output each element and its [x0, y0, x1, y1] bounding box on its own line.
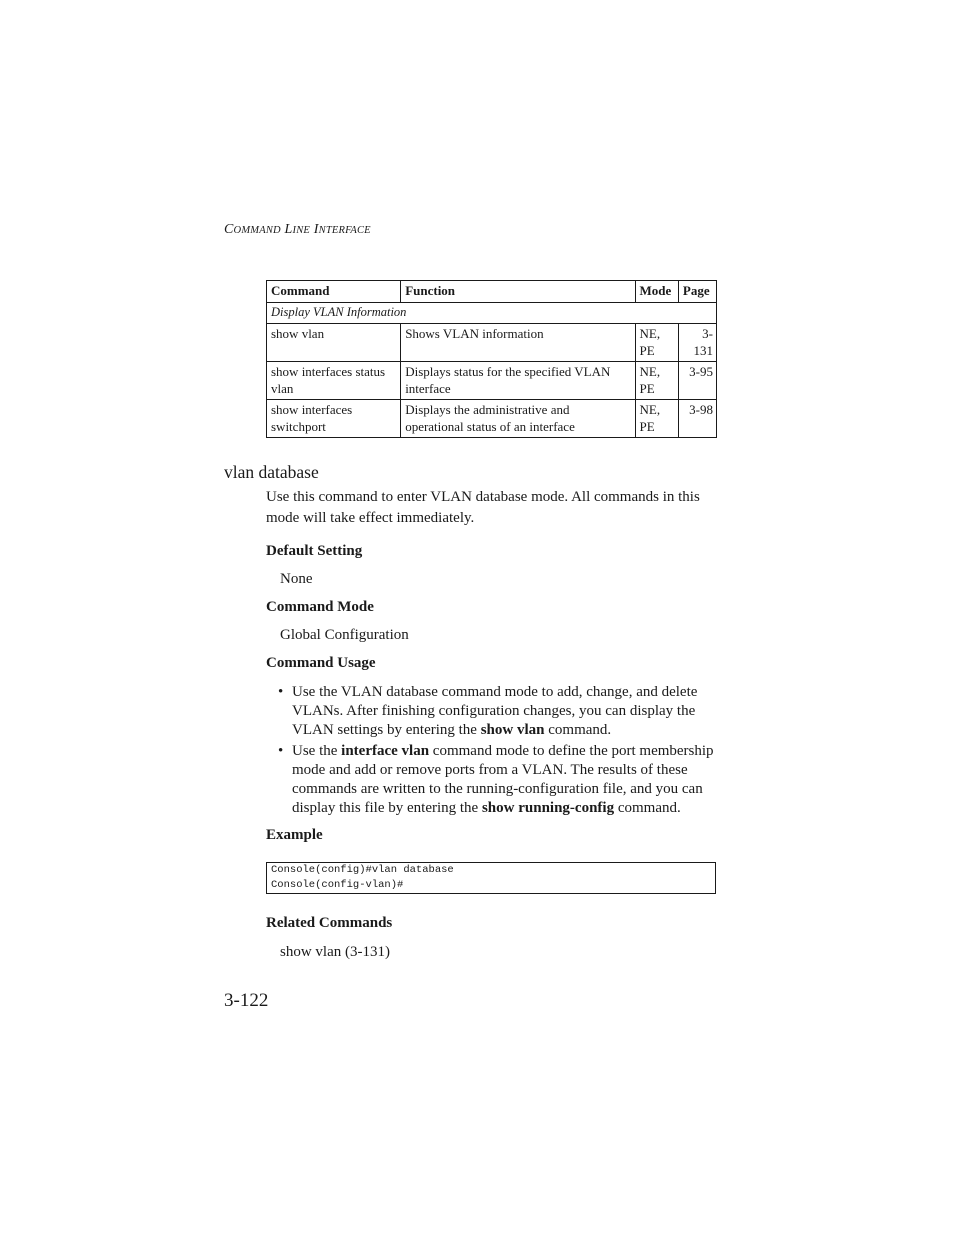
cell-command: show interfaces switchport — [267, 400, 401, 438]
example-code-box — [266, 862, 716, 894]
running-head-smallcaps: INE — [292, 225, 311, 236]
cell-command: show vlan — [267, 324, 401, 362]
related-commands-heading: Related Commands — [266, 915, 393, 931]
running-head-initial: C — [224, 222, 234, 237]
command-table — [266, 280, 717, 438]
header-function: Function — [401, 281, 635, 303]
command-title: vlan database — [224, 462, 319, 482]
bullet-icon: • — [278, 743, 284, 759]
table-row — [267, 400, 717, 438]
table-section-row — [267, 303, 717, 324]
related-commands-value: show vlan (3-131) — [280, 944, 390, 960]
list-item: • Use the VLAN database command mode to add, change, and delete VLANs. After finishing configuration changes, you can display the VLAN settings by entering the show vlan command. — [278, 684, 698, 738]
command-reference: show vlan — [480, 722, 545, 738]
command-usage-heading: Command Usage — [266, 655, 376, 671]
cell-command: show interfaces status vlan — [267, 362, 401, 400]
cell-page: 3-95 — [678, 362, 716, 400]
list-item: • Use the interface vlan command mode to define the port membership mode and add or remove ports from a VLAN. The results of these commands are written to the running-configuration file, and you can display this file by entering the show running-config command. — [278, 743, 714, 816]
table-row — [267, 324, 717, 362]
command-reference: show running-config — [481, 800, 615, 816]
command-mode-heading: Command Mode — [266, 599, 374, 615]
running-head-smallcaps: NTERFACE — [318, 225, 371, 236]
example-heading: Example — [266, 827, 323, 843]
command-reference: interface vlan — [341, 743, 430, 759]
cell-function: Displays status for the specified VLAN interface — [401, 362, 635, 400]
table-row — [267, 362, 717, 400]
running-head — [224, 222, 371, 238]
cell-mode: NE, PE — [635, 324, 678, 362]
cell-function: Shows VLAN information — [401, 324, 635, 362]
command-mode-value: Global Configuration — [280, 627, 409, 643]
cell-mode: NE, PE — [635, 362, 678, 400]
cell-page: 3-98 — [678, 400, 716, 438]
default-setting-heading: Default Setting — [266, 543, 363, 559]
cell-page: 3-131 — [678, 324, 716, 362]
code-line: Console(config-vlan)# — [271, 879, 404, 891]
table-section-label: Display VLAN Information — [267, 303, 717, 324]
table-header-row — [267, 281, 717, 303]
cell-function: Displays the administrative and operational status of an interface — [401, 400, 635, 438]
header-page: Page — [678, 281, 716, 303]
running-head-initial: I — [313, 222, 319, 237]
bullet-icon: • — [278, 684, 284, 700]
header-command: Command — [267, 281, 401, 303]
default-setting-value: None — [280, 571, 313, 587]
header-mode: Mode — [635, 281, 678, 303]
running-head-initial: L — [284, 222, 293, 237]
cell-mode: NE, PE — [635, 400, 678, 438]
command-description: Use this command to enter VLAN database mode. All commands in this mode will take effect immediately. — [266, 489, 700, 526]
code-line: Console(config)#vlan database — [271, 864, 454, 876]
running-head-smallcaps: OMMAND — [233, 225, 281, 236]
page-number: 3-122 — [224, 990, 269, 1011]
command-usage-list — [266, 683, 718, 820]
